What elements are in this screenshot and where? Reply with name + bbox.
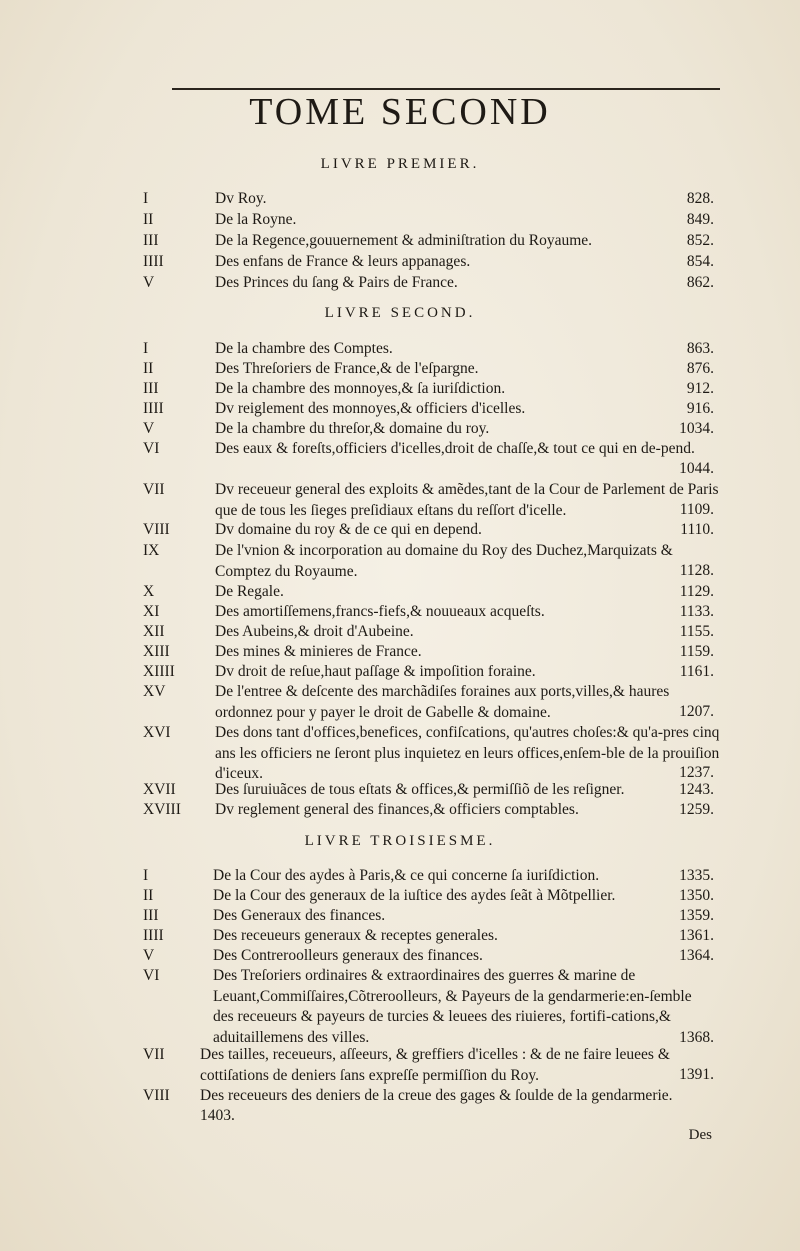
page-number: 1243. <box>679 781 714 798</box>
page-number: 912. <box>686 380 714 397</box>
page-number: 863. <box>686 340 714 357</box>
page-number: 1034. <box>679 420 714 437</box>
page-number: 1109. <box>679 501 714 518</box>
page-number: 1335. <box>679 867 714 884</box>
chapter-number: II <box>143 887 154 904</box>
chapter-title: Dv receueur general des exploits & amẽdes,tant de la Cour de Parlement de Paris que de tous les ſieges preſidiaux eſtans du reſſort d'icelle. <box>215 481 719 519</box>
chapter-title: Dv droit de reſue,haut paſſage & impoſition foraine. <box>215 663 536 680</box>
chapter-title: De la chambre des Comptes. <box>215 340 393 357</box>
chapter-title: Des Threſoriers de France,& de l'eſpargne. <box>215 360 479 377</box>
chapter-title: De l'vnion & incorporation au domaine du Roy des Duchez,Marquizats & Comptez du Royaume. <box>215 542 673 580</box>
page-number: 1128. <box>679 562 714 579</box>
page-number: 828. <box>686 190 714 207</box>
chapter-title: Des Generaux des finances. <box>213 907 386 924</box>
chapter-number: XII <box>143 623 165 640</box>
chapter-title: Des dons tant d'offices,benefices, confiſcations, qu'autres choſes:& qu'a-pres cinq ans les officiers ne ſeront plus inquietez en leurs offices,enſem-ble de la prouiſion d'iceux. <box>215 724 720 782</box>
chapter-number: I <box>143 190 149 207</box>
chapter-title: Dv domaine du roy & de ce qui en depend. <box>215 521 482 538</box>
chapter-title: De la Cour des aydes à Paris,& ce qui concerne ſa iuriſdiction. <box>213 867 600 884</box>
page-title: TOME SECOND <box>249 91 551 133</box>
chapter-number: VIII <box>143 521 170 538</box>
page-number: 1403. <box>200 1107 235 1124</box>
page-number: 1364. <box>679 947 714 964</box>
chapter-number: XVI <box>143 724 171 741</box>
chapter-title: Des receueurs des deniers de la creue des gages & ſoulde de la gendarmerie. <box>200 1087 673 1104</box>
chapter-title: Dv reiglement des monnoyes,& officiers d'icelles. <box>215 400 526 417</box>
page-number: 1161. <box>679 663 714 680</box>
page-number: 1368. <box>679 1029 714 1046</box>
page-number: 1133. <box>679 603 714 620</box>
book-heading-second: LIVRE SECOND. <box>324 305 476 321</box>
chapter-number: VIII <box>143 1087 170 1104</box>
chapter-number: VII <box>143 1046 165 1063</box>
book-heading-troisiesme: LIVRE TROISIESME. <box>304 833 496 849</box>
chapter-number: VI <box>143 440 160 457</box>
page-number: 1044. <box>679 460 714 477</box>
chapter-title: De la Royne. <box>215 211 297 228</box>
chapter-title: Des receueurs generaux & receptes generales. <box>213 927 498 944</box>
chapter-number: I <box>143 340 149 357</box>
chapter-title: Dv reglement general des finances,& officiers comptables. <box>215 801 579 818</box>
chapter-title: Des eaux & foreſts,officiers d'icelles,droit de chaſſe,& tout ce qui en de-pend. <box>215 440 695 457</box>
page-number: 1237. <box>679 764 714 781</box>
chapter-title: Dv Roy. <box>215 190 267 207</box>
page-number: 1350. <box>679 887 714 904</box>
chapter-title: De la chambre des monnoyes,& ſa iuriſdiction. <box>215 380 506 397</box>
chapter-title: Des Contreroolleurs generaux des finances. <box>213 947 483 964</box>
chapter-title: De l'entree & deſcente des marchãdiſes foraines aux ports,villes,& haures ordonnez pour y payer le droit de Gabelle & domaine. <box>215 683 670 721</box>
chapter-number: XV <box>143 683 166 700</box>
chapter-title: Des Princes du ſang & Pairs de France. <box>215 274 458 291</box>
chapter-number: III <box>143 380 159 397</box>
chapter-number: I <box>143 867 149 884</box>
chapter-number: III <box>143 232 159 249</box>
chapter-number: VI <box>143 967 160 984</box>
chapter-title: Des ſuruiuãces de tous eſtats & offices,& permiſſiõ de les reſigner. <box>215 781 625 798</box>
page-number: 1207. <box>679 703 714 720</box>
chapter-title: Des amortiſſemens,francs-fiefs,& nouueaux acqueſts. <box>215 603 545 620</box>
chapter-title: Des mines & minieres de France. <box>215 643 422 660</box>
chapter-title: De la chambre du threſor,& domaine du roy. <box>215 420 490 437</box>
chapter-title: De la Regence,gouuernement & adminiſtration du Royaume. <box>215 232 593 249</box>
page-number: 1155. <box>679 623 714 640</box>
chapter-number: IIII <box>143 927 164 944</box>
page-number: 849. <box>686 211 714 228</box>
page-number: 1259. <box>679 801 714 818</box>
page-number: 854. <box>686 253 714 270</box>
chapter-title: De Regale. <box>215 583 284 600</box>
chapter-number: XVIII <box>143 801 181 818</box>
chapter-number: VII <box>143 481 165 498</box>
page-number: 916. <box>686 400 714 417</box>
chapter-number: XIII <box>143 643 170 660</box>
chapter-number: XVII <box>143 781 176 798</box>
chapter-number: II <box>143 211 154 228</box>
chapter-number: XIIII <box>143 663 175 680</box>
chapter-title: Des tailles, receueurs, aſſeeurs, & greffiers d'icelles : & de ne faire leuees & cottiſations de deniers ſans expreſſe permiſſion du Roy. <box>200 1046 670 1084</box>
page-number: 852. <box>686 232 714 249</box>
chapter-title: Des Aubeins,& droit d'Aubeine. <box>215 623 414 640</box>
chapter-number: XI <box>143 603 160 620</box>
chapter-number: V <box>143 947 155 964</box>
page-number: 1110. <box>680 521 714 538</box>
chapter-title: Des enfans de France & leurs appanages. <box>215 253 471 270</box>
page-number: 1159. <box>679 643 714 660</box>
page-number: 1391. <box>679 1066 714 1083</box>
page-number: 876. <box>686 360 714 377</box>
chapter-number: IX <box>143 542 160 559</box>
page-number: 862. <box>686 274 714 291</box>
chapter-number: III <box>143 907 159 924</box>
page-number: 1361. <box>679 927 714 944</box>
chapter-number: V <box>143 274 155 291</box>
page-number: 1359. <box>679 907 714 924</box>
chapter-number: II <box>143 360 154 377</box>
page-number: 1129. <box>679 583 714 600</box>
chapter-title: De la Cour des generaux de la iuſtice des aydes ſeãt à Mõtpellier. <box>213 887 616 904</box>
book-heading-premier: LIVRE PREMIER. <box>320 156 480 172</box>
chapter-title: Des Treſoriers ordinaires & extraordinaires des guerres & marine de Leuant,Commiſſaires,Cõtreroolleurs, & Payeurs de la gendarmerie:en-ſemble des receueurs & payeurs de turcies & leuees des riuieres, fortifi-cations,& aduitaillemens des villes. <box>213 967 692 1046</box>
chapter-number: V <box>143 420 155 437</box>
chapter-number: X <box>143 583 155 600</box>
catchword: Des <box>688 1127 712 1143</box>
chapter-number: IIII <box>143 400 164 417</box>
chapter-number: IIII <box>143 253 164 270</box>
